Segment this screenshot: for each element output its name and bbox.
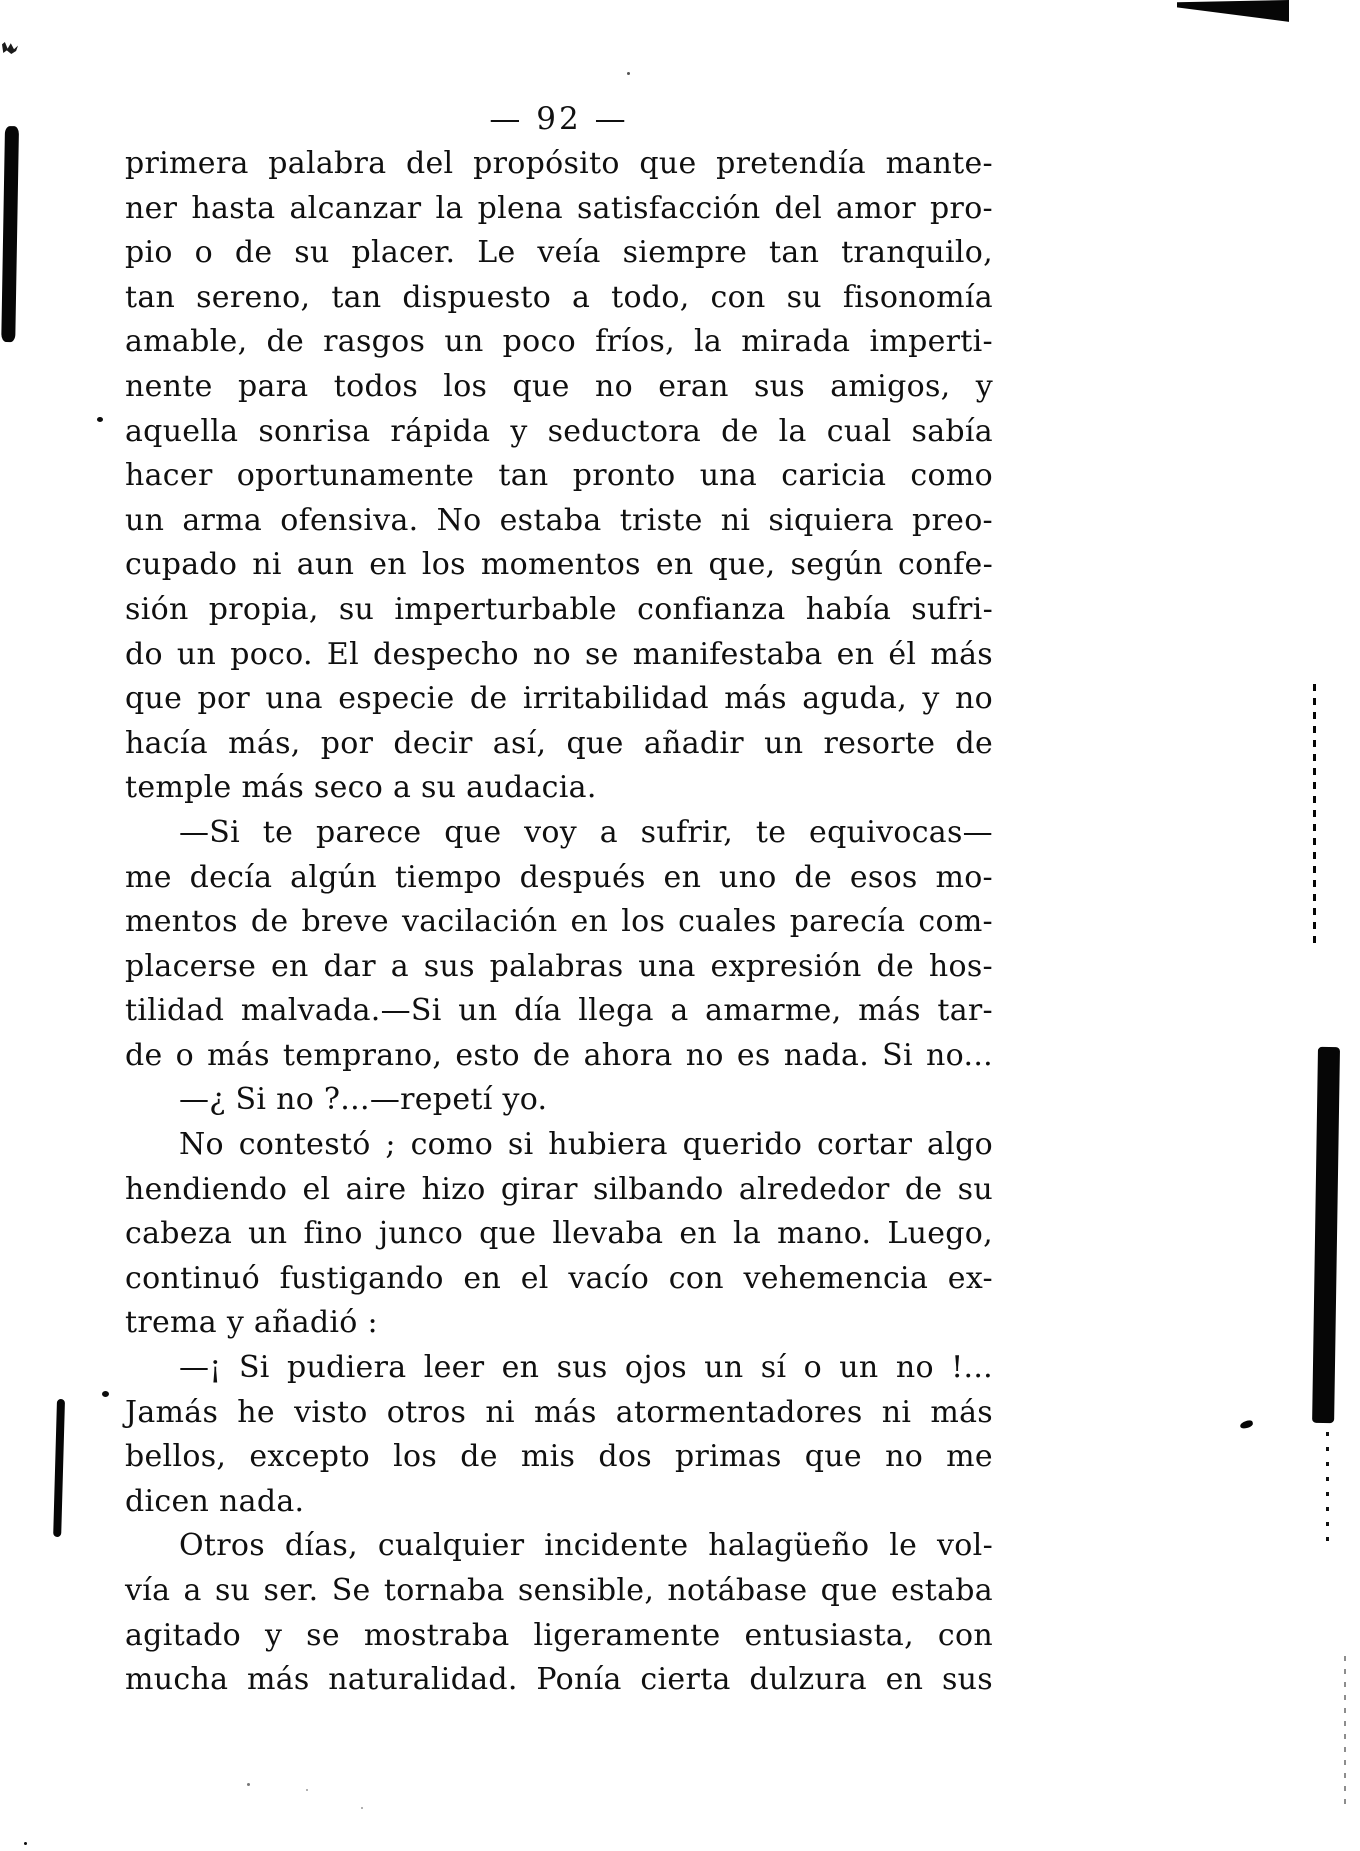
page-number: — 92 — [489, 101, 629, 137]
text-line: cabeza un fino junco que llevaba en la mano. Luego, [125, 1216, 993, 1252]
right-margin-ink-bar-artifact [1312, 1047, 1340, 1423]
text-line: sión propia, su imperturbable confianza había sufri- [125, 591, 993, 627]
text-line: Jamás he visto otros ni más atormentadores ni más [125, 1394, 993, 1430]
text-line: bellos, excepto los de mis dos primas que no me [125, 1439, 993, 1475]
right-margin-faint-dotted-streak-artifact [1344, 1656, 1346, 1806]
body-text [125, 142, 993, 1703]
stray-ink-dot [627, 72, 630, 75]
text-line: de o más temprano, esto de ahora no es nada. Si no... [125, 1037, 993, 1073]
text-line: tilidad malvada.—Si un día llega a amarme, más tar- [125, 993, 993, 1029]
text-line: mucha más naturalidad. Ponía cierta dulzura en sus [125, 1662, 993, 1698]
text-line: No contestó ; como si hubiera querido cortar algo [179, 1127, 993, 1163]
text-line: que por una especie de irritabilidad más aguda, y no [125, 681, 993, 717]
text-line: continuó fustigando en el vacío con vehemencia ex- [125, 1260, 993, 1296]
text-line: hacer oportunamente tan pronto una caricia como [125, 458, 993, 494]
text-line: trema y añadió : [125, 1305, 378, 1341]
stray-ink-curl-artifact [1239, 1419, 1253, 1429]
text-line: —Si te parece que voy a sufrir, te equivocas— [179, 814, 993, 850]
text-line: me decía algún tiempo después en uno de esos mo- [125, 859, 993, 895]
left-margin-ink-bar-artifact [1, 126, 19, 342]
text-line: do un poco. El despecho no se manifestaba en él más [125, 636, 993, 672]
text-line: placerse en dar a sus palabras una expresión de hos- [125, 948, 993, 984]
top-left-ink-squiggle-artifact [2, 42, 18, 54]
text-line: dicen nada. [125, 1483, 305, 1519]
text-line: nente para todos los que no eran sus amigos, y [125, 368, 993, 404]
text-line: tan sereno, tan dispuesto a todo, con su fisonomía [125, 279, 993, 315]
right-margin-dotted-streak-artifact [1326, 1432, 1329, 1547]
text-line: mentos de breve vacilación en los cuales parecía com- [125, 904, 993, 940]
left-margin-thin-streak-artifact [53, 1399, 65, 1537]
text-line: pio o de su placer. Le veía siempre tan tranquilo, [125, 235, 993, 271]
text-line: un arma ofensiva. No estaba triste ni siquiera preo- [125, 502, 993, 538]
text-line: hendiendo el aire hizo girar silbando alrededor de su [125, 1171, 993, 1207]
text-line: aquella sonrisa rápida y seductora de la cual sabía [125, 413, 993, 449]
stray-ink-dot [361, 1807, 363, 1809]
text-line: temple más seco a su audacia. [125, 770, 597, 806]
top-right-ink-wedge-artifact [1177, 0, 1289, 23]
text-line: amable, de rasgos un poco fríos, la mirada imperti- [125, 324, 993, 360]
text-line: agitado y se mostraba ligeramente entusiasta, con [125, 1617, 993, 1653]
text-line: hacía más, por decir así, que añadir un resorte de [125, 725, 993, 761]
right-margin-dashed-streak-artifact [1313, 684, 1316, 946]
text-line: cupado ni aun en los momentos en que, según confe- [125, 547, 993, 583]
text-line: vía a su ser. Se tornaba sensible, notábase que estaba [125, 1573, 993, 1608]
stray-ink-dot [102, 1391, 109, 1397]
stray-ink-dot [247, 1783, 250, 1786]
text-line: —¡ Si pudiera leer en sus ojos un sí o un no !... [179, 1350, 993, 1386]
text-line: —¿ Si no ?...—repetí yo. [179, 1082, 548, 1118]
stray-ink-dot [24, 1842, 27, 1845]
stray-ink-dot [97, 417, 103, 422]
text-line: primera palabra del propósito que pretendía mante- [125, 146, 993, 181]
text-line: ner hasta alcanzar la plena satisfacción del amor pro- [125, 190, 993, 226]
stray-ink-dot [306, 1789, 308, 1791]
text-line: Otros días, cualquier incidente halagüeño le vol- [179, 1528, 993, 1564]
